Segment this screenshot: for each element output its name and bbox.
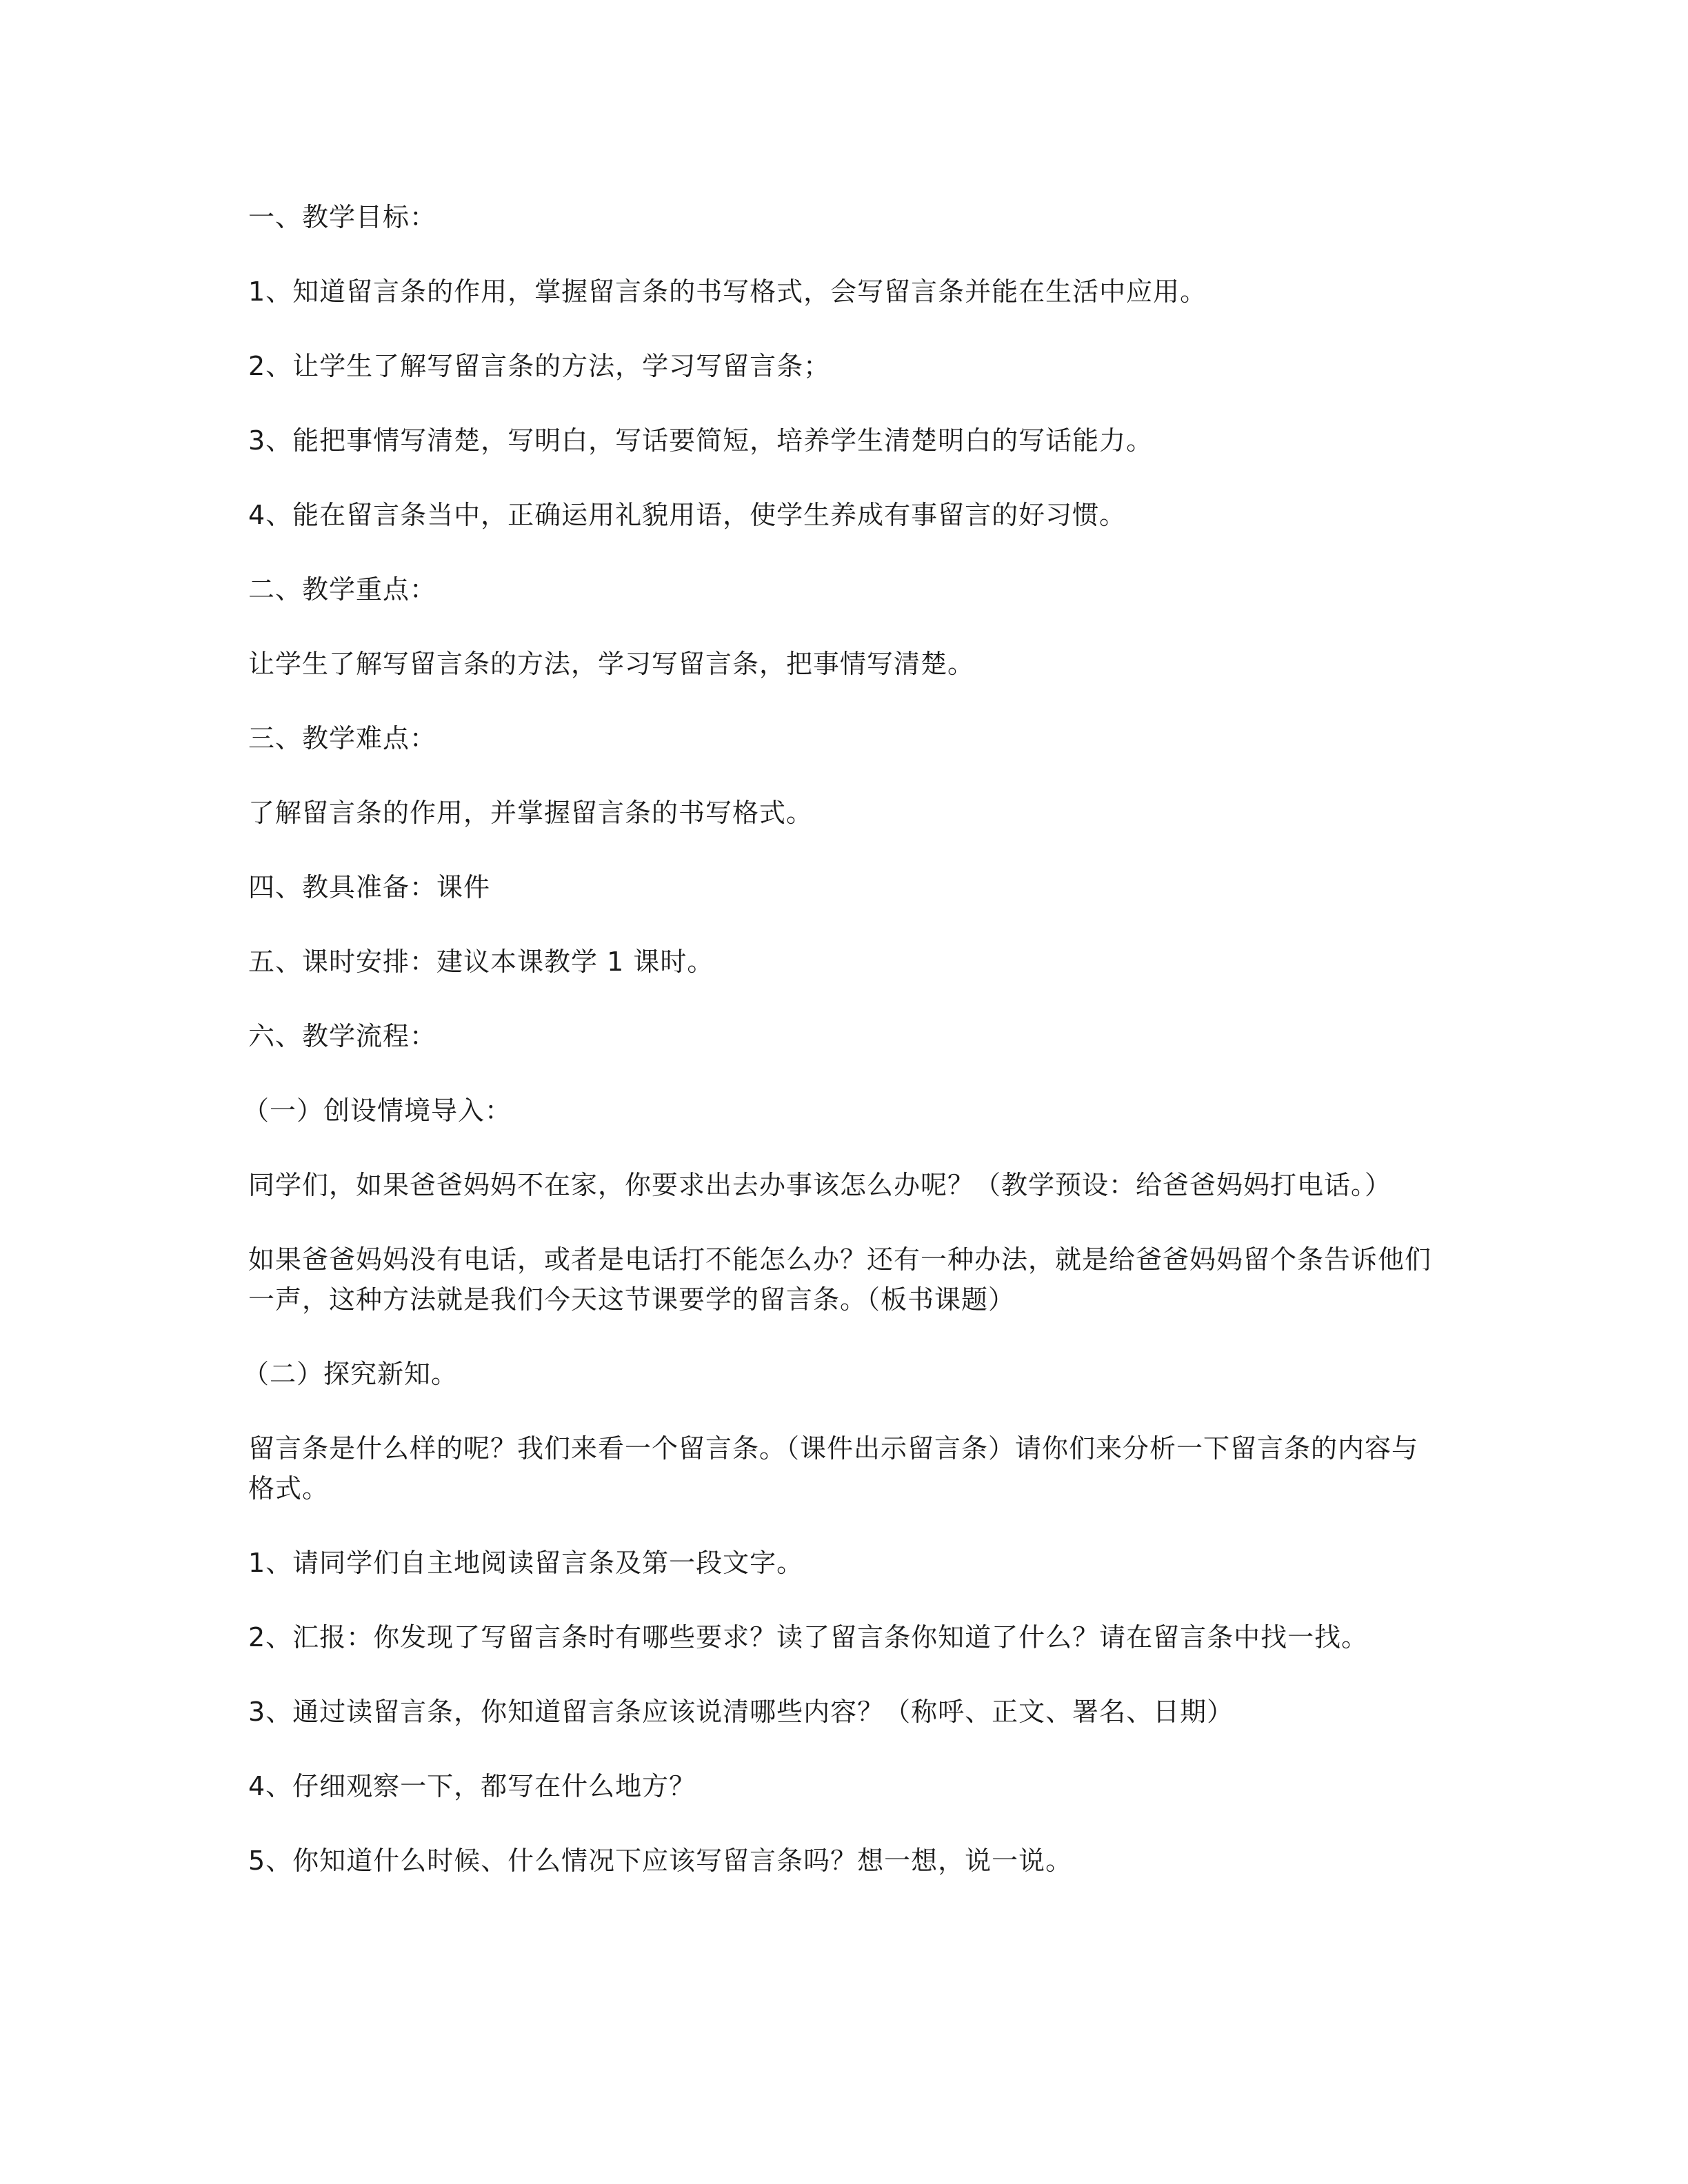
explore-item-1: 1、请同学们自主地阅读留言条及第一段文字。 <box>248 1548 804 1578</box>
subheading-explore: （二）探究新知。 <box>243 1359 459 1389</box>
heading-schedule: 五、课时安排：建议本课教学 1 课时。 <box>248 947 714 977</box>
difficulties-text: 了解留言条的作用，并掌握留言条的书写格式。 <box>248 798 814 828</box>
explore-item-4: 4、仔细观察一下，都写在什么地方？ <box>248 1771 696 1801</box>
explore-item-3: 3、通过读留言条，你知道留言条应该说清哪些内容？（称呼、正文、署名、日期） <box>248 1697 1234 1727</box>
heading-key-points: 二、教学重点： <box>248 574 437 605</box>
document-body <box>243 197 1434 1915</box>
explore-item-2: 2、汇报：你发现了写留言条时有哪些要求？读了留言条你知道了什么？请在留言条中找一找。 <box>248 1622 1369 1652</box>
key-points-text: 让学生了解写留言条的方法，学习写留言条，把事情写清楚。 <box>248 649 975 679</box>
intro-paragraph-1: 同学们，如果爸爸妈妈不在家，你要求出去办事该怎么办呢？（教学预设：给爸爸妈妈打电话。） <box>248 1170 1392 1200</box>
heading-teaching-process: 六、教学流程： <box>248 1021 437 1051</box>
heading-teaching-goals: 一、教学目标： <box>248 202 437 232</box>
explore-paragraph: 留言条是什么样的呢？我们来看一个留言条。（课件出示留言条）请你们来分析一下留言条的内容与格式。 <box>248 1433 1419 1504</box>
goal-item-1: 1、知道留言条的作用，掌握留言条的书写格式，会写留言条并能在生活中应用。 <box>248 276 1207 307</box>
goal-item-3: 3、能把事情写清楚，写明白，写话要简短，培养学生清楚明白的写话能力。 <box>248 425 1154 456</box>
subheading-intro: （一）创设情境导入： <box>243 1095 512 1126</box>
intro-paragraph-2: 如果爸爸妈妈没有电话，或者是电话打不能怎么办？还有一种办法，就是给爸爸妈妈留个条告诉他们一声，这种方法就是我们今天这节课要学的留言条。（板书课题） <box>248 1244 1432 1315</box>
goal-item-2: 2、让学生了解写留言条的方法，学习写留言条； <box>248 351 831 381</box>
heading-teaching-aids: 四、教具准备：课件 <box>248 872 491 902</box>
heading-difficulties: 三、教学难点： <box>248 723 437 754</box>
goal-item-4: 4、能在留言条当中，正确运用礼貌用语，使学生养成有事留言的好习惯。 <box>248 500 1127 530</box>
explore-item-5: 5、你知道什么时候、什么情况下应该写留言条吗？想一想，说一说。 <box>248 1846 1073 1876</box>
